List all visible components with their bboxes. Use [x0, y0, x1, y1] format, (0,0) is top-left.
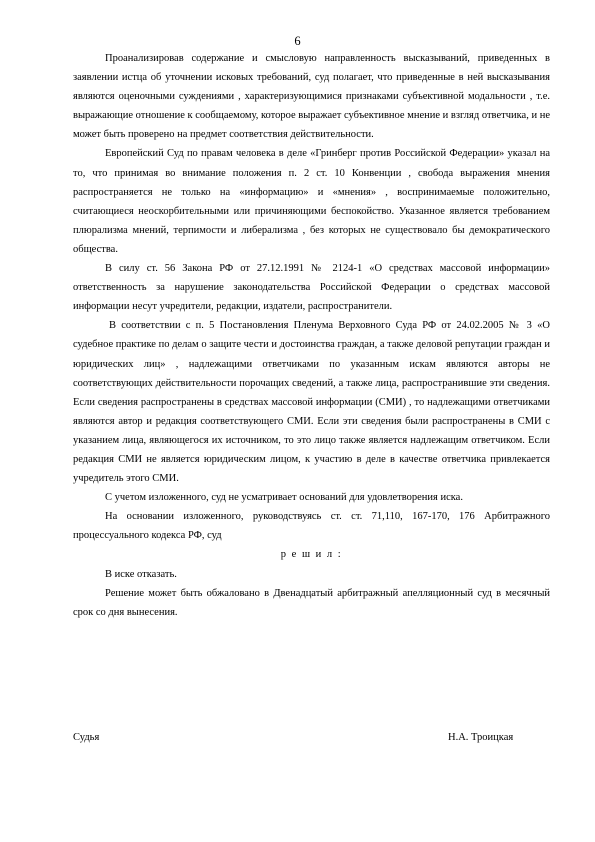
- signature-title: Судья: [73, 732, 100, 743]
- appeal-text: Решение может быть обжаловано в Двенадцатый арбитражный апелляционный суд в месячный срок со дня вынесения.: [73, 587, 550, 618]
- signature-name: Н.А. Троицкая: [448, 732, 514, 743]
- paragraph-grounds: На основании изложенного, руководствуясь ст. ст. 71,110, 167-170, 176 Арбитражного процессуального кодекса РФ, суд: [73, 511, 550, 542]
- paragraph-echr: Европейский Суд по правам человека в деле «Гринберг против Российской Федерации» указал на то, что принимая во внимание положения п. 2 ст. 10 Конвенции , свобода выражения мнения распространяется не только на «информацию» и «мнения» , воспринимаемые положительно, считающиеся неоскорбительными или причиняющими беспокойство. Указанное является требованием плюрализма мнений, терпимости и либерализма , без которых не существовало бы демократического общества.: [73, 148, 550, 255]
- paragraph-analysis: Проанализировав содержание и смысловую направленность высказываний, приведенных в заявлении истца об уточнении исковых требований, суд полагает, что приведенные в ней высказывания являются оценочными суждениями , характеризующимися признаками субъективной модальности , т.е. выражающие отношение к сообщаемому, которое выражает субъективное мнение и взгляд ответчика, и не может быть проверено на предмет соответствия действительности.: [73, 53, 550, 141]
- decision-heading: р е ш и л :: [280, 549, 343, 561]
- document-body: [73, 49, 550, 622]
- paragraph-conclusion: С учетом изложенного, суд не усматривает оснований для удовлетворения иска.: [105, 492, 463, 504]
- paragraph-plenum: В соответствии с п. 5 Постановления Пленума Верховного Суда РФ от 24.02.2005 № 3 «О судебное практике по делам о защите чести и достоинства граждан, а также деловой репутации граждан и юридических лиц» , надлежащими ответчиками по указанным искам являются авторы не соответствующих действительности порочащих сведений, а также лица, распространившие эти сведения. Если сведения распространены в средствах массовой информации (СМИ) , то надлежащими ответчиками являются автор и редакция соответствующего СМИ. Если эти сведения были распространены в СМИ с указанием лица, являющегося их источником, то это лицо также является надлежащим ответчиком. Если редакция СМИ не является юридическим лицом, к участию в деле в качестве ответчика привлекается учредитель этого СМИ.: [73, 320, 550, 485]
- paragraph-media-law: В силу ст. 56 Закона РФ от 27.12.1991 № 2124-1 «О средствах массовой информации» ответственность за нарушение законодательства Российской Федерации о средствах массовой информации несут учредители, редакции, издатели, распространители.: [73, 263, 550, 313]
- page-number: 6: [294, 34, 301, 48]
- decision-text: В иске отказать.: [105, 568, 177, 580]
